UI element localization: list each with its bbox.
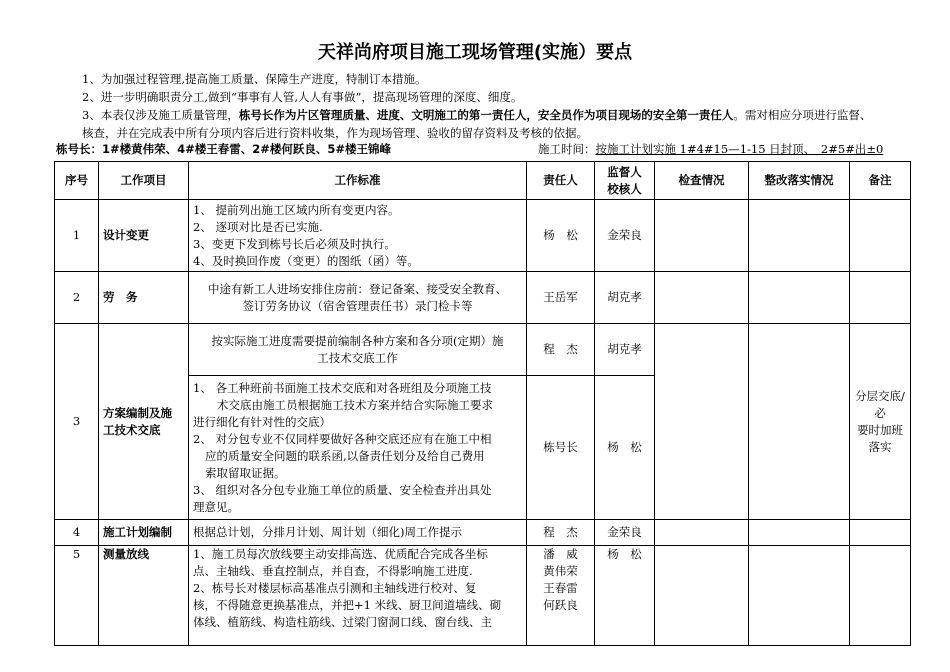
row-3b-standard-line: 应的质量安全问题的联系函,以备责任划分及给自己费用 [205, 448, 485, 463]
row-1-rectify [749, 200, 850, 272]
row-5-item: 测量放线 [99, 546, 189, 646]
management-table [54, 161, 911, 646]
row-3-check [655, 324, 749, 520]
row-5-standard-line: 核，不得随意更换基准点，并把+1 米线、厨卫间道墙线、砌 [193, 598, 502, 612]
row-5-owner-name: 王春雷 [543, 581, 578, 595]
table-row [55, 324, 911, 376]
row-1-item: 设计变更 [99, 200, 189, 272]
row-3b-standard-line: 2、 对分包专业不仅同样要做好各种交底还应有在施工中相 [193, 431, 492, 446]
row-3-no: 3 [55, 324, 99, 520]
row-3-rectify [749, 324, 850, 520]
table-row [55, 520, 911, 546]
header-rectify: 整改落实情况 [749, 162, 850, 200]
row-4-owner: 程 杰 [527, 520, 595, 546]
intro-paragraph-2: 2、进一步明确职责分工,做到“事事有人管,人人有事做”，提高现场管理的深度、细度。 [82, 90, 523, 104]
header-no: 序号 [55, 162, 99, 200]
row-2-owner: 王岳军 [527, 272, 595, 324]
row-5-standard-line: 体线、植筋线、构造柱筋线、过梁门窗洞口线、窗台线、主 [193, 615, 492, 629]
row-5-owner [527, 546, 595, 646]
row-2-standard-line: 中途有新工人进场安排住房前：登记备案、接受安全教育、 [208, 281, 507, 296]
row-3a-standard [189, 324, 527, 376]
row-5-owner-name: 何跃良 [543, 598, 578, 612]
row-1-standard-line: 2、 逐项对比是否已实施. [193, 219, 323, 234]
header-remark: 备注 [850, 162, 911, 200]
row-5-remark [850, 546, 911, 646]
intro-paragraph-3-lead: 3、本表仅涉及施工质量管理， [82, 108, 239, 122]
row-5-standard-line: 点、主轴线、垂直控制点，并自查，不得影响施工进度. [193, 564, 473, 578]
table-header-row [55, 162, 911, 200]
intro-paragraph-1: 1、为加强过程管理,提高施工质量、保障生产进度，特制订本措施。 [82, 72, 427, 86]
construction-time [538, 141, 883, 157]
row-1-standard-line: 1、 提前列出施工区域内所有变更内容。 [193, 202, 400, 217]
row-2-no: 2 [55, 272, 99, 324]
row-5-standard [189, 546, 527, 646]
table-row [55, 272, 911, 324]
row-3-item-line-2: 工技术交底 [103, 422, 161, 437]
intro-paragraph-3-tail: 。需对相应分项进行监督、 [733, 108, 872, 122]
row-5-owner-name: 黄伟荣 [543, 564, 578, 578]
row-3b-standard-line: 1、 各工种班前书面施工技术交底和对各班组及分项施工技 [193, 380, 492, 395]
header-owner: 责任人 [527, 162, 595, 200]
row-3b-supervisor: 杨 松 [595, 376, 655, 520]
row-1-owner: 杨 松 [527, 200, 595, 272]
row-4-rectify [749, 520, 850, 546]
row-4-supervisor: 金荣良 [595, 520, 655, 546]
header-standard: 工作标准 [189, 162, 527, 200]
row-5-supervisor: 杨 松 [595, 546, 655, 646]
row-2-standard [189, 272, 527, 324]
header-supervisor [595, 162, 655, 200]
row-1-check [655, 200, 749, 272]
row-1-no: 1 [55, 200, 99, 272]
row-1-supervisor: 金荣良 [595, 200, 655, 272]
row-1-standard-line: 3、变更下发到栋号长后必须及时执行。 [193, 236, 396, 251]
row-5-check [655, 546, 749, 646]
row-5-no: 5 [55, 546, 99, 646]
row-3-item-line-1: 方案编制及施 [103, 405, 172, 420]
row-1-standard-line: 4、及时换回作废（变更）的图纸（函）等。 [193, 253, 419, 268]
table-row [55, 200, 911, 272]
header-item: 工作项目 [99, 162, 189, 200]
row-3b-standard-line: 进行细化有针对性的交底） [193, 414, 331, 429]
row-3-remark-line-1: 分层交底/必 [855, 388, 905, 420]
row-3b-standard-line: 索取留取证据。 [205, 465, 286, 480]
row-3-item [99, 324, 189, 520]
row-3-remark [850, 324, 911, 520]
construction-time-label: 施工时间： [538, 142, 596, 156]
row-4-remark [850, 520, 911, 546]
row-5-owner-name: 潘 威 [543, 547, 578, 561]
row-3b-owner: 栋号长 [527, 376, 595, 520]
row-3b-standard-line: 术交底由施工员根据施工技术方案并结合实际施工要求 [217, 397, 493, 412]
row-1-standard [189, 200, 527, 272]
header-supervisor-line-1: 监督人 [607, 164, 642, 179]
row-2-check [655, 272, 749, 324]
row-3b-standard-line: 理意见。 [193, 499, 239, 514]
header-check: 检查情况 [655, 162, 749, 200]
row-5-rectify [749, 546, 850, 646]
header-supervisor-line-2: 校核人 [607, 181, 642, 196]
building-leaders: 栋号长：1#楼黄伟荣、4#楼王春雷、2#楼何跃良、5#楼王锦峰 [56, 142, 392, 156]
intro-paragraph-3-emphasis: 栋号长作为片区管理质量、进度、文明施工的第一责任人，安全员作为项目现场的安全第一责任人 [238, 108, 734, 122]
row-5-standard-line: 1、施工员每次放线要主动安排高选、优质配合完成各坐标 [193, 547, 488, 561]
intro-paragraph-3-continued: 核查，并在完成表中所有分项内容后进行资料收集，作为现场管理、验收的留存资料及考核的依据。 [82, 126, 588, 140]
row-2-item: 劳 务 [99, 272, 189, 324]
row-1-remark [850, 200, 911, 272]
row-4-item: 施工计划编制 [99, 520, 189, 546]
row-3-remark-line-2: 要时加班落实 [857, 422, 903, 454]
intro-paragraph-3 [82, 106, 912, 124]
row-2-standard-line: 签订劳务协议（宿舍管理责任书）录门检卡等 [242, 298, 473, 313]
row-5-standard-line: 2、栋号长对楼层标高基准点引测和主轴线进行校对、复 [193, 581, 477, 595]
row-3a-standard-line: 工技术交底工作 [317, 350, 398, 365]
row-4-no: 4 [55, 520, 99, 546]
row-2-rectify [749, 272, 850, 324]
row-3b-standard [189, 376, 527, 520]
table-row [55, 546, 911, 646]
construction-time-value: 按施工计划实施 1#4#15—1-15 日封顶、 2#5#出±0 [595, 142, 884, 156]
row-2-remark [850, 272, 911, 324]
row-3b-standard-line: 3、 组织对各分包专业施工单位的质量、安全检查并出具处 [193, 482, 492, 497]
row-4-standard: 根据总计划，分排月计划、周计划（细化)周工作提示 [189, 520, 527, 546]
row-3a-owner: 程 杰 [527, 324, 595, 376]
document-title: 天祥尚府项目施工现场管理(实施）要点 [317, 42, 633, 63]
row-3a-supervisor: 胡克孝 [595, 324, 655, 376]
row-4-check [655, 520, 749, 546]
row-3a-standard-line: 按实际施工进度需要提前编制各种方案和各分项(定期）施 [211, 333, 504, 348]
row-2-supervisor: 胡克孝 [595, 272, 655, 324]
